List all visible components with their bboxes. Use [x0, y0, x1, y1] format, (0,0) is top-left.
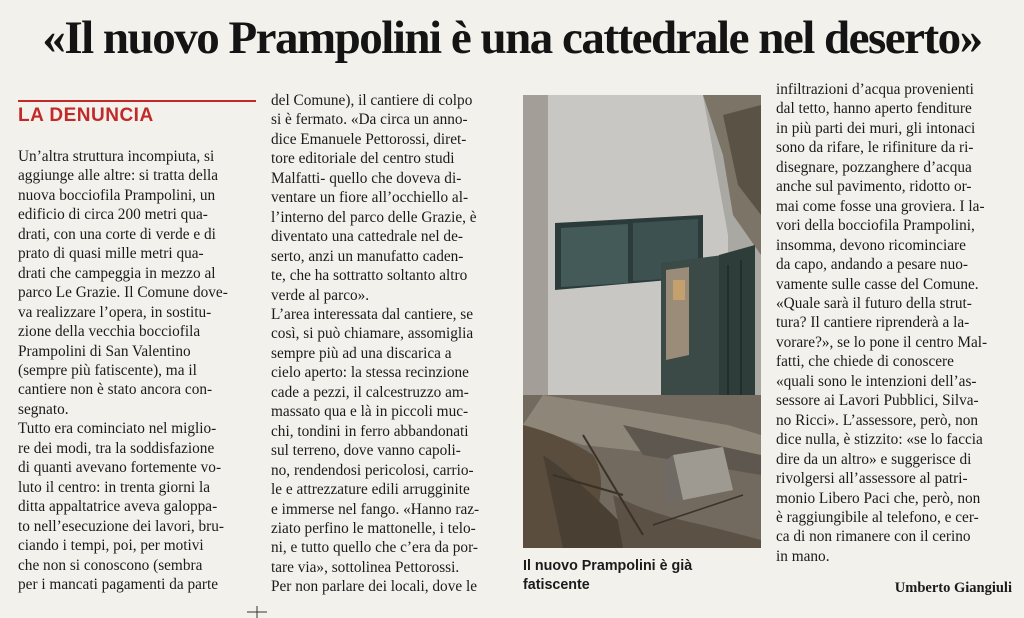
article-line: vamente sulle casse del Comune.: [776, 275, 979, 293]
headline: «Il nuovo Prampolini è una cattedrale nel deserto»: [42, 12, 982, 64]
article-line: parco Le Grazie. Il Comune dove-: [18, 284, 228, 302]
article-line: e immerse nel fango. «Hanno raz-: [271, 500, 480, 518]
article-line: vori della bocciofila Prampolini,: [776, 217, 975, 235]
article-line: rivolgersi all’assessore al patri-: [776, 470, 968, 488]
article-line: va realizzare l’opera, in sostitu-: [18, 303, 212, 321]
article-line: ditta appaltatrice aveva galoppa-: [18, 498, 218, 516]
article-line: ventare un fiore all’occhiello al-: [271, 189, 469, 207]
article-line: dal tetto, hanno aperto fenditure: [776, 100, 972, 118]
article-line: tore editoriale del centro studi: [271, 150, 455, 168]
article-line: chi, tondini in ferro abbandonati: [271, 422, 469, 440]
kicker-label: LA DENUNCIA: [18, 105, 154, 126]
photo-illustration: [523, 95, 761, 548]
article-line: dice Emanuele Pettorossi, diret-: [271, 130, 467, 148]
crop-mark: [247, 606, 267, 618]
article-line: monio Libero Paci che, però, non: [776, 489, 981, 507]
article-line: vorare?», se lo pone il centro Mal-: [776, 333, 988, 351]
article-line: tare via», sottolinea Pettorossi.: [271, 558, 460, 576]
article-line: drati che campeggia in mezzo al: [18, 264, 216, 282]
article-column-1: [18, 147, 256, 594]
article-line: le e attrezzature edili arrugginite: [271, 481, 470, 499]
article-line: Per non parlare dei locali, dove le: [271, 578, 478, 596]
article-line: Un’altra struttura incompiuta, si: [18, 148, 215, 165]
article-line: ni, e tutto quello che c’era da por-: [271, 539, 478, 557]
article-line: sempre più ad una discarica a: [271, 344, 452, 362]
article-line: di quanti avevano fortemente vo-: [18, 459, 222, 477]
photo-caption: [523, 557, 761, 595]
article-line: no, rendendosi pericolosi, carrio-: [271, 461, 474, 479]
article-line: Prampolini di San Valentino: [18, 342, 191, 360]
article-line: ca di non rimanere con il cerino: [776, 528, 971, 546]
article-line: l’interno del parco delle Grazie, è: [271, 208, 477, 226]
article-line: del Comune), il cantiere di colpo: [271, 92, 473, 109]
article-line: drati, con una corte di verde e di: [18, 225, 216, 243]
article-line: cantiere non è stato ancora con-: [18, 381, 213, 399]
article-line: che non si conoscono (sembra: [18, 556, 203, 574]
article-line: sul terreno, dove vanno capoli-: [271, 442, 461, 460]
article-line: cielo aperto: la stessa recinzione: [271, 364, 469, 382]
article-line: insomma, devono ricominciare: [776, 236, 966, 254]
article-column-3: [776, 80, 1012, 566]
article-line: infiltrazioni d’acqua provenienti: [776, 81, 974, 98]
article-line: «quali sono le intenzioni dell’as-: [776, 372, 977, 390]
article-line: te, che ha sottratto soltanto altro: [271, 267, 468, 285]
article-line: anche sul pavimento, ridotto or-: [776, 178, 972, 196]
article-line: Tutto era cominciato nel miglio-: [18, 420, 217, 438]
article-line: massato qua e là in piccoli muc-: [271, 403, 469, 421]
article-line: to nell’esecuzione dei lavori, bru-: [18, 517, 225, 535]
article-line: si è fermato. «Da circa un anno-: [271, 111, 468, 129]
article-line: cade a pezzi, il calcestruzzo am-: [271, 383, 469, 401]
caption-line: Il nuovo Prampolini è già: [523, 558, 693, 574]
article-line: mai come fosse una groviera. I la-: [776, 197, 985, 215]
article-line: in più parti dei muri, gli intonaci: [776, 119, 976, 137]
article-line: sessore ai Lavori Pubblici, Silva-: [776, 392, 979, 410]
article-line: ziato perfino le mattonelle, i telo-: [271, 519, 476, 537]
article-line: in mano.: [776, 547, 830, 565]
article-photo: [523, 95, 761, 548]
article-line: serto, anzi un manufatto caden-: [271, 247, 464, 265]
article-line: dice nulla, è stizzito: «se lo faccia: [776, 431, 983, 449]
article-line: disegnare, pozzanghere d’acqua: [776, 158, 972, 176]
article-line: no Ricci». L’assessore, però, non: [776, 411, 979, 429]
article-line: per i mancati pagamenti da parte: [18, 575, 219, 593]
article-line: da capo, andando a pesare nuo-: [776, 256, 968, 274]
article-line: verde al parco».: [271, 286, 370, 304]
article-line: nuova bocciofila Prampolini, un: [18, 186, 216, 204]
article-line: luto il centro: in trenta giorni la: [18, 478, 211, 496]
article-line: Malfatti- quello che doveva di-: [271, 169, 462, 187]
caption-line: fatiscente: [523, 577, 590, 593]
byline: Umberto Giangiuli: [894, 580, 1012, 596]
article-line: re dei modi, tra la soddisfazione: [18, 439, 215, 457]
article-line: è raggiungibile al telefono, e cer-: [776, 508, 979, 526]
article-line: «Quale sarà il futuro della strut-: [776, 294, 972, 312]
kicker-rule: [18, 100, 256, 134]
article-line: prato di quasi mille metri qua-: [18, 245, 204, 263]
article-column-2: [271, 91, 511, 597]
article-line: tura? Il cantiere riprenderà a la-: [776, 314, 970, 332]
article-line: ciando i tempi, poi, per motivi: [18, 537, 204, 555]
article-line: dire da un altro» e suggerisce di: [776, 450, 972, 468]
article-line: edificio di circa 200 metri qua-: [18, 206, 208, 224]
article-line: diventato una cattedrale nel de-: [271, 228, 463, 246]
article-line: zione della vecchia bocciofila: [18, 323, 201, 341]
article-line: L’area interessata dal cantiere, se: [271, 305, 474, 323]
article-line: sono da rifare, le rifiniture da ri-: [776, 139, 974, 157]
article-line: (sempre più fatiscente), ma il: [18, 361, 197, 379]
article-line: così, si può chiamare, assomiglia: [271, 325, 474, 343]
article-line: segnato.: [18, 400, 69, 418]
article-line: fatti, che chiede di conoscere: [776, 353, 954, 371]
article-line: aggiunge alle altre: si tratta della: [18, 167, 219, 185]
